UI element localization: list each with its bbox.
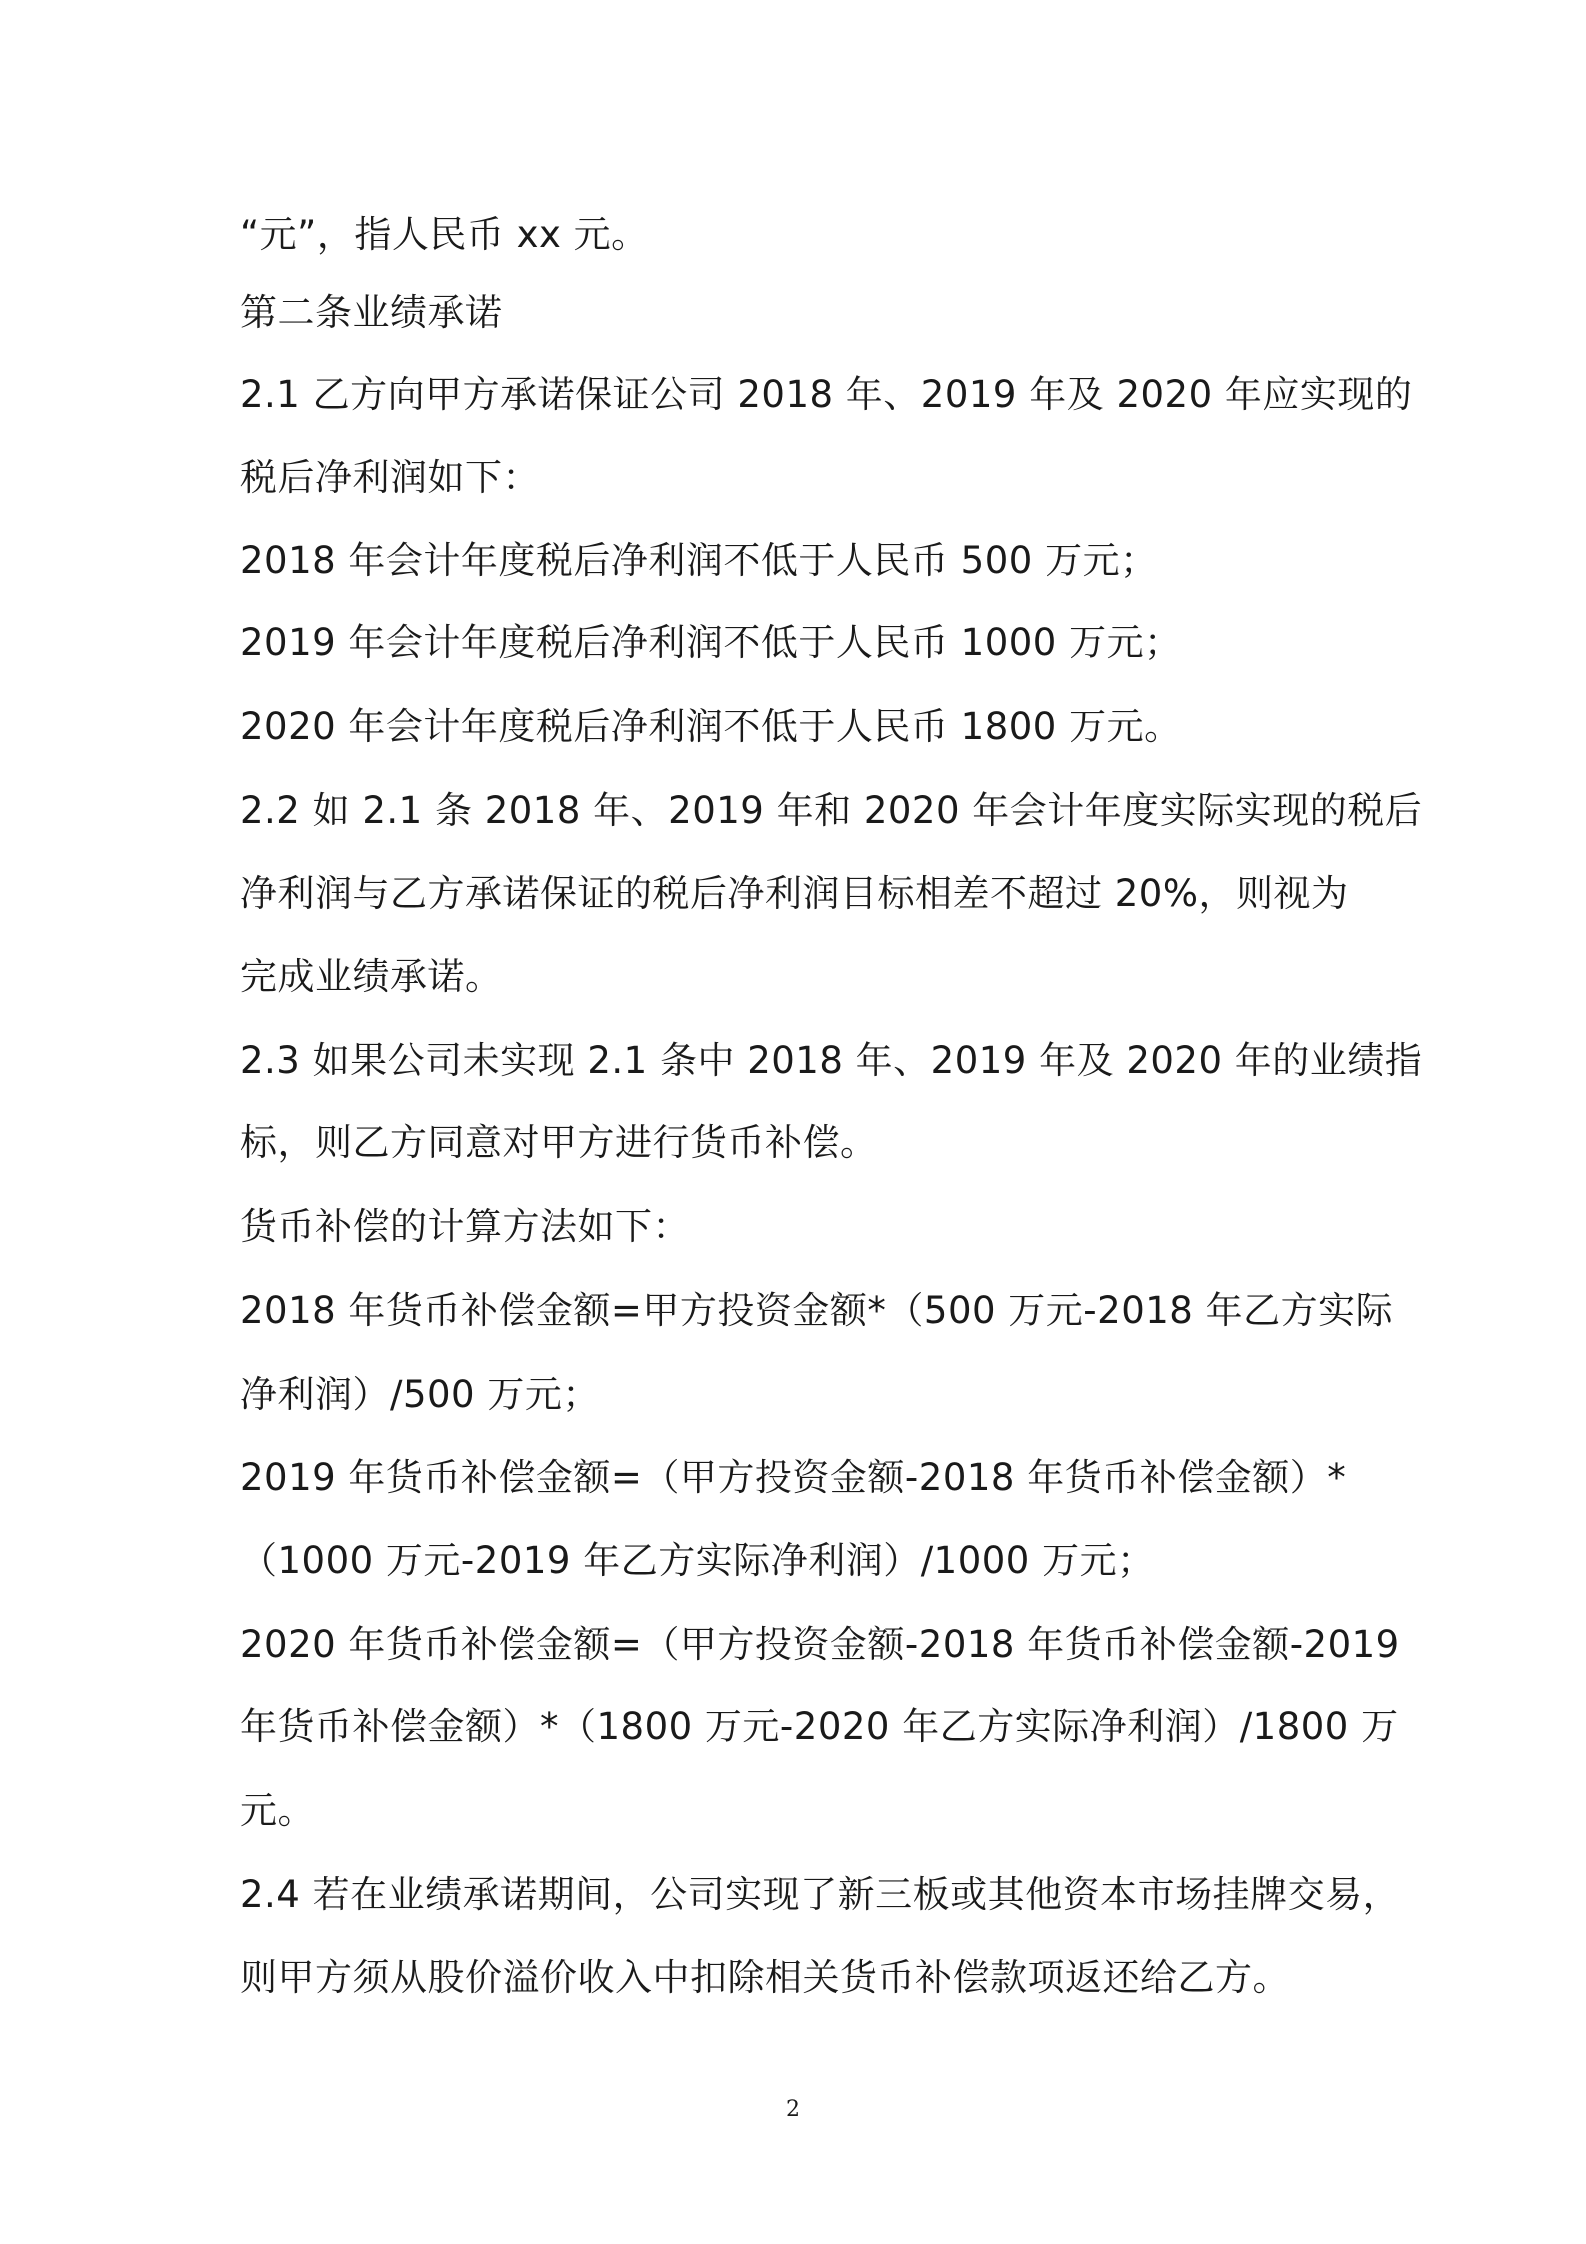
text-line: 2.3 如果公司未实现 2.1 条中 2018 年、2019 年及 2020 年的业绩指 [240,1039,1423,1082]
text-line: 净利润与乙方承诺保证的税后净利润目标相差不超过 20%，则视为 [240,872,1349,915]
text-line: 2018 年货币补偿金额=甲方投资金额*（500 万元-2018 年乙方实际 [240,1289,1394,1332]
text-line: 税后净利润如下： [240,456,540,499]
section-heading: 第二条业绩承诺 [240,291,503,334]
text-line: 完成业绩承诺。 [240,955,503,998]
text-line: 元。 [240,1789,315,1832]
text-line: 则甲方须从股价溢价收入中扣除相关货币补偿款项返还给乙方。 [240,1956,1290,1999]
text-line: 2020 年会计年度税后净利润不低于人民币 1800 万元。 [240,705,1182,748]
text-line: 2019 年货币补偿金额=（甲方投资金额-2018 年货币补偿金额）* [240,1456,1347,1499]
text-line: 2.1 乙方向甲方承诺保证公司 2018 年、2019 年及 2020 年应实现的 [240,373,1413,416]
page-number: 2 [786,2097,800,2122]
text-line: 标，则乙方同意对甲方进行货币补偿。 [240,1121,878,1164]
text-line: （1000 万元-2019 年乙方实际净利润）/1000 万元； [240,1539,1155,1582]
text-line: 净利润）/500 万元； [240,1373,600,1416]
text-line: 2.4 若在业绩承诺期间，公司实现了新三板或其他资本市场挂牌交易， [240,1873,1401,1916]
text-line: 年货币补偿金额）*（1800 万元-2020 年乙方实际净利润）/1800 万 [240,1705,1399,1748]
text-line: 2019 年会计年度税后净利润不低于人民币 1000 万元； [240,621,1182,664]
text-line: 2.2 如 2.1 条 2018 年、2019 年和 2020 年会计年度实际实现的税后 [240,789,1423,832]
text-line: 2018 年会计年度税后净利润不低于人民币 500 万元； [240,539,1158,582]
text-line: 2020 年货币补偿金额=（甲方投资金额-2018 年货币补偿金额-2019 [240,1623,1400,1666]
text-line: 货币补偿的计算方法如下： [240,1205,690,1248]
text-line: “元”，指人民币 xx 元。 [240,213,649,256]
